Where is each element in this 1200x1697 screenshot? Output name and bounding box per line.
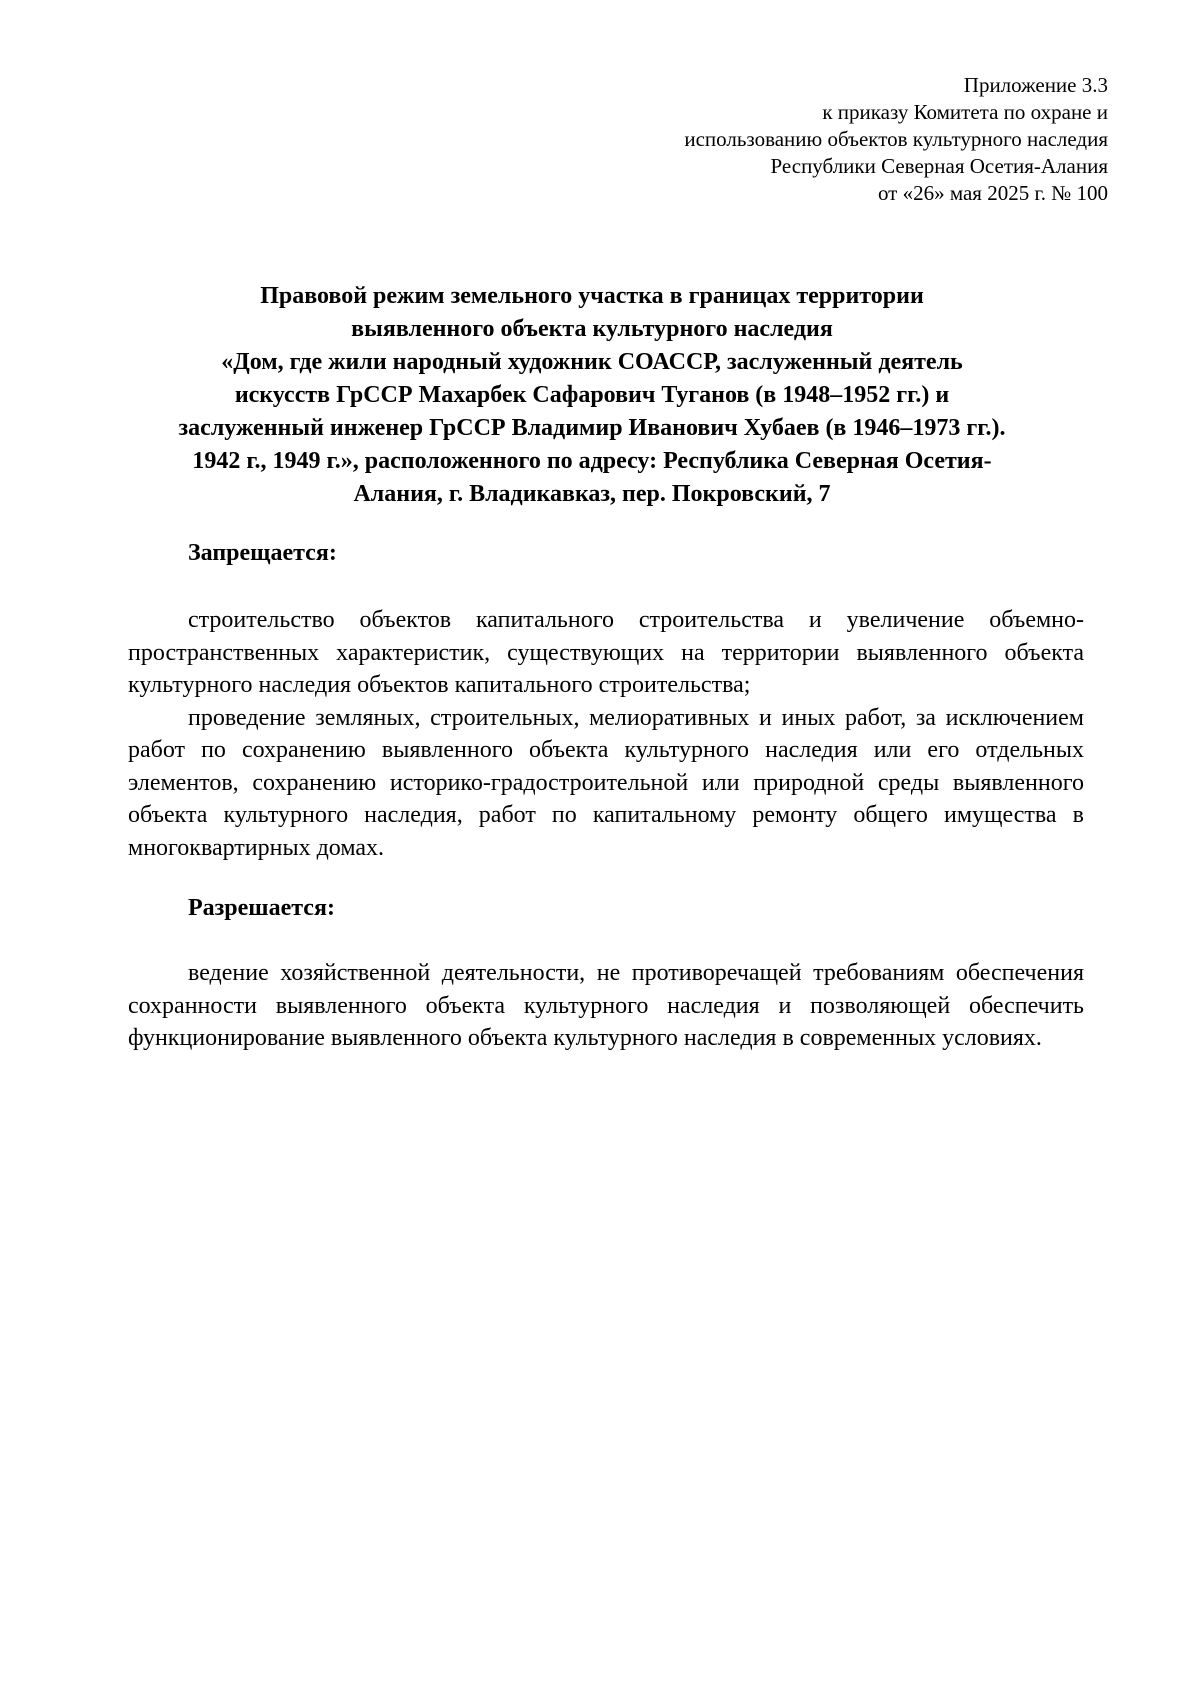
allowed-section	[128, 957, 1084, 1055]
allowed-heading: Разрешается:	[188, 895, 335, 921]
appendix-header	[388, 72, 1108, 207]
appendix-date: от «26» мая 2025 г. № 100	[877, 181, 1108, 205]
appendix-order-ref: к приказу Комитета по охране и	[822, 100, 1108, 124]
prohibited-paragraph: строительство объектов капитального строительства и увеличение объемно-пространственных характеристик, существующих на территории выявленного объекта культурного наследия объектов капитального строительства;	[128, 607, 1084, 698]
prohibited-paragraph: проведение земляных, строительных, мелиоративных и иных работ, за исключением работ по сохранению выявленного объекта культурного наследия или его отдельных элементов, сохранению историко-градостроительной или природной среды выявленного объекта культурного наследия, работ по капитальному ремонту общего имущества в многоквартирных домах.	[128, 704, 1084, 861]
title-line: заслуженный инженер ГрССР Владимир Иванович Хубаев (в 1946–1973 гг.).	[178, 415, 1006, 441]
prohibited-section	[128, 604, 1084, 864]
appendix-committee: использованию объектов культурного наследия	[684, 127, 1108, 151]
document-title	[92, 280, 1092, 511]
allowed-paragraph: ведение хозяйственной деятельности, не противоречащей требованиям обеспечения сохранности выявленного объекта культурного наследия и позволяющей обеспечить функционирование выявленного объекта культурного наследия в современных условиях.	[128, 960, 1084, 1051]
appendix-republic: Республики Северная Осетия-Алания	[770, 154, 1108, 178]
prohibited-heading: Запрещается:	[188, 540, 337, 566]
title-line: «Дом, где жили народный художник СОАССР, заслуженный деятель	[221, 349, 963, 375]
title-line: выявленного объекта культурного наследия	[351, 316, 833, 342]
appendix-number: Приложение 3.3	[963, 73, 1108, 97]
title-line: Правовой режим земельного участка в границах территории	[260, 283, 924, 309]
title-line: искусств ГрССР Махарбек Сафарович Туганов (в 1948–1952 гг.) и	[234, 382, 950, 408]
title-line: Алания, г. Владикавказ, пер. Покровский, 7	[353, 481, 831, 507]
title-line: 1942 г., 1949 г.», расположенного по адресу: Республика Северная Осетия-	[192, 448, 992, 474]
